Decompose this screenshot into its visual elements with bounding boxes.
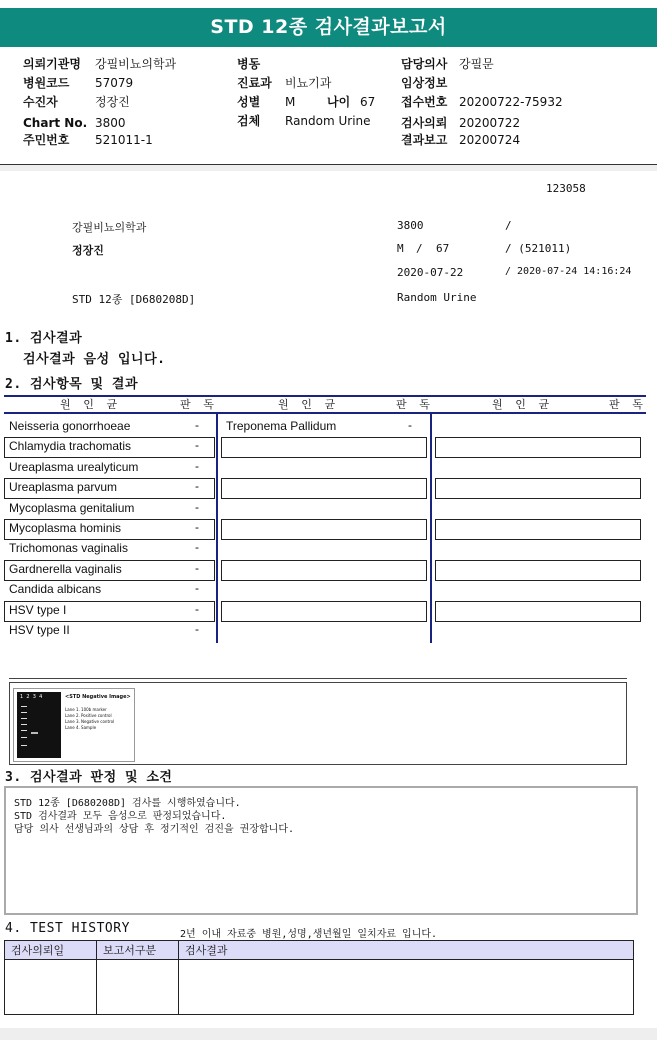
history-col-request-date: 검사의뢰일 bbox=[5, 941, 97, 960]
pathogen-name: Ureaplasma urealyticum bbox=[9, 459, 139, 474]
specimen-label: 검체 bbox=[237, 114, 261, 128]
history-empty-row bbox=[5, 960, 634, 1015]
pathogen-result: - bbox=[195, 622, 199, 636]
section1-title: 1. 검사결과 bbox=[5, 331, 83, 346]
section4-title: 4. TEST HISTORY bbox=[5, 921, 130, 936]
row-border-box bbox=[435, 437, 641, 458]
pathogen-name: Ureaplasma parvum bbox=[9, 480, 118, 495]
pathogen-name: Trichomonas vaginalis bbox=[9, 541, 128, 556]
row-border-box bbox=[435, 601, 641, 622]
sex-value: M bbox=[285, 95, 296, 109]
report-report-date: / 2020-07-24 14:16:24 bbox=[505, 266, 632, 277]
pathogen-name: Candida albicans bbox=[9, 582, 102, 597]
receipt-no-value: 20200722-75932 bbox=[459, 95, 563, 109]
report-date-label: 결과보고 bbox=[401, 133, 448, 147]
ward-label: 병동 bbox=[237, 57, 261, 71]
section2-title: 2. 검사항목 및 결과 bbox=[5, 377, 139, 392]
chart-no-label: Chart No. bbox=[23, 116, 88, 130]
results-header-underline bbox=[4, 412, 646, 414]
pathogen-name: Gardnerella vaginalis bbox=[9, 561, 122, 576]
history-col-report-type: 보고서구분 bbox=[97, 941, 179, 960]
finding-line-2: STD 검사결과 모두 음성으로 판정되었습니다. bbox=[14, 811, 227, 822]
specimen-value: Random Urine bbox=[285, 114, 371, 128]
pathogen-result: - bbox=[195, 560, 199, 575]
gel-legend-line: Lane 1. 100b marker bbox=[65, 707, 107, 712]
pathogen-result: - bbox=[195, 540, 199, 555]
col1-pathogen-header: 원 인 균 bbox=[60, 398, 121, 411]
row-border-box bbox=[435, 478, 641, 499]
test-history-table bbox=[4, 940, 634, 1015]
row-border-box bbox=[221, 601, 427, 622]
pathogen-name: Neisseria gonorrhoeae bbox=[9, 419, 131, 433]
chart-no-value: 3800 bbox=[95, 116, 126, 130]
sex-label: 성별 bbox=[237, 95, 261, 109]
pathogen-result: - bbox=[408, 418, 412, 432]
col3-result-header: 판 독 bbox=[609, 398, 646, 411]
finding-line-3: 담당 의사 선생님과의 상담 후 정기적인 검진을 권장합니다. bbox=[14, 824, 295, 835]
page-footer-band bbox=[0, 1028, 657, 1040]
pathogen-result: - bbox=[195, 479, 199, 494]
resident-no-label: 주민번호 bbox=[23, 133, 70, 147]
col2-pathogen-header: 원 인 균 bbox=[278, 398, 339, 411]
doctor-value: 강필문 bbox=[459, 57, 494, 71]
report-title: STD 12종 검사결과보고서 bbox=[0, 8, 657, 47]
pathogen-name: Treponema Pallidum bbox=[226, 419, 337, 433]
col1-result-header: 판 독 bbox=[180, 398, 217, 411]
pathogen-name: Chlamydia trachomatis bbox=[9, 439, 132, 454]
gel-legend bbox=[65, 707, 114, 731]
patient-label: 수진자 bbox=[23, 95, 58, 109]
hospital-code-value: 57079 bbox=[95, 76, 134, 90]
section1-result-text: 검사결과 음성 입니다. bbox=[23, 352, 166, 367]
pathogen-result: - bbox=[195, 520, 199, 534]
row-border-box bbox=[221, 437, 427, 458]
pathogen-name: HSV type II bbox=[9, 623, 70, 637]
age-value: 67 bbox=[360, 95, 376, 109]
report-patient: 정장진 bbox=[72, 244, 104, 257]
request-date-value: 20200722 bbox=[459, 116, 521, 130]
patient-value: 정장진 bbox=[95, 95, 130, 109]
pathogen-result: - bbox=[195, 601, 199, 616]
report-slash: / bbox=[505, 219, 512, 232]
pathogen-name: Mycoplasma genitalium bbox=[9, 500, 135, 515]
row-border-box bbox=[221, 560, 427, 581]
col3-pathogen-header: 원 인 균 bbox=[492, 398, 553, 411]
pathogen-name: Mycoplasma hominis bbox=[9, 521, 122, 535]
image-section-rule bbox=[9, 678, 627, 679]
report-test: STD 12종 [D680208D] bbox=[72, 293, 196, 306]
resident-no-value: 521011-1 bbox=[95, 133, 153, 147]
row-border-box bbox=[221, 519, 427, 540]
row-border-box bbox=[435, 560, 641, 581]
column-separator-1 bbox=[216, 413, 218, 643]
hospital-code-label: 병원코드 bbox=[23, 76, 70, 90]
col2-result-header: 판 독 bbox=[396, 398, 433, 411]
receipt-no-label: 접수번호 bbox=[401, 95, 448, 109]
hospital-name-field: 의뢰기관명 bbox=[23, 57, 81, 71]
report-sex: M bbox=[397, 242, 404, 255]
report-date-value: 20200724 bbox=[459, 133, 521, 147]
hospital-name-value: 강필비뇨의학과 bbox=[95, 57, 177, 71]
pathogen-result: - bbox=[195, 499, 199, 514]
gel-caption: <STD Negative Image> bbox=[65, 694, 131, 700]
gel-lane-numbers: 1 2 3 4 bbox=[20, 694, 43, 700]
findings-box bbox=[4, 786, 638, 915]
doctor-label: 담당의사 bbox=[401, 57, 448, 71]
department-label: 진료과 bbox=[237, 76, 272, 90]
column-separator-2 bbox=[430, 413, 432, 643]
finding-line-1: STD 12종 [D680208D] 검사를 시행하였습니다. bbox=[14, 798, 241, 809]
report-id: / (521011) bbox=[505, 242, 572, 255]
header-shadow bbox=[0, 165, 657, 171]
request-date-label: 검사의뢰 bbox=[401, 116, 448, 130]
pathogen-name: HSV type I bbox=[9, 602, 67, 617]
pathogen-result: - bbox=[195, 438, 199, 453]
report-specimen: Random Urine bbox=[397, 291, 477, 304]
report-chart: 3800 bbox=[397, 219, 424, 232]
gel-legend-line: Lane 4. Sample bbox=[65, 725, 97, 730]
section3-title: 3. 검사결과 판정 및 소견 bbox=[5, 770, 173, 785]
report-number: 123058 bbox=[546, 182, 586, 195]
report-receive-date: 2020-07-22 bbox=[397, 266, 464, 279]
history-note: 2년 이내 자료중 병원,성명,생년월일 일치자료 입니다. bbox=[180, 929, 438, 940]
row-border-box bbox=[435, 519, 641, 540]
gel-panel bbox=[17, 692, 61, 758]
report-hospital: 강필비뇨의학과 bbox=[72, 221, 147, 234]
history-col-result: 검사결과 bbox=[179, 941, 634, 960]
history-header-row bbox=[5, 941, 634, 960]
gel-legend-line: Lane 2. Positive control bbox=[65, 713, 112, 718]
row-border-box bbox=[221, 478, 427, 499]
pathogen-result: - bbox=[195, 418, 199, 432]
department-value: 비뇨기과 bbox=[285, 76, 332, 90]
age-label: 나이 bbox=[327, 95, 351, 109]
pathogen-result: - bbox=[195, 458, 199, 473]
gel-electrophoresis-image bbox=[13, 688, 135, 762]
clinical-info-label: 임상정보 bbox=[401, 76, 448, 90]
report-sex-age-sep: / bbox=[416, 242, 423, 255]
pathogen-result: - bbox=[195, 581, 199, 596]
gel-legend-line: Lane 3. Negative control bbox=[65, 719, 115, 724]
report-age: 67 bbox=[436, 242, 450, 255]
